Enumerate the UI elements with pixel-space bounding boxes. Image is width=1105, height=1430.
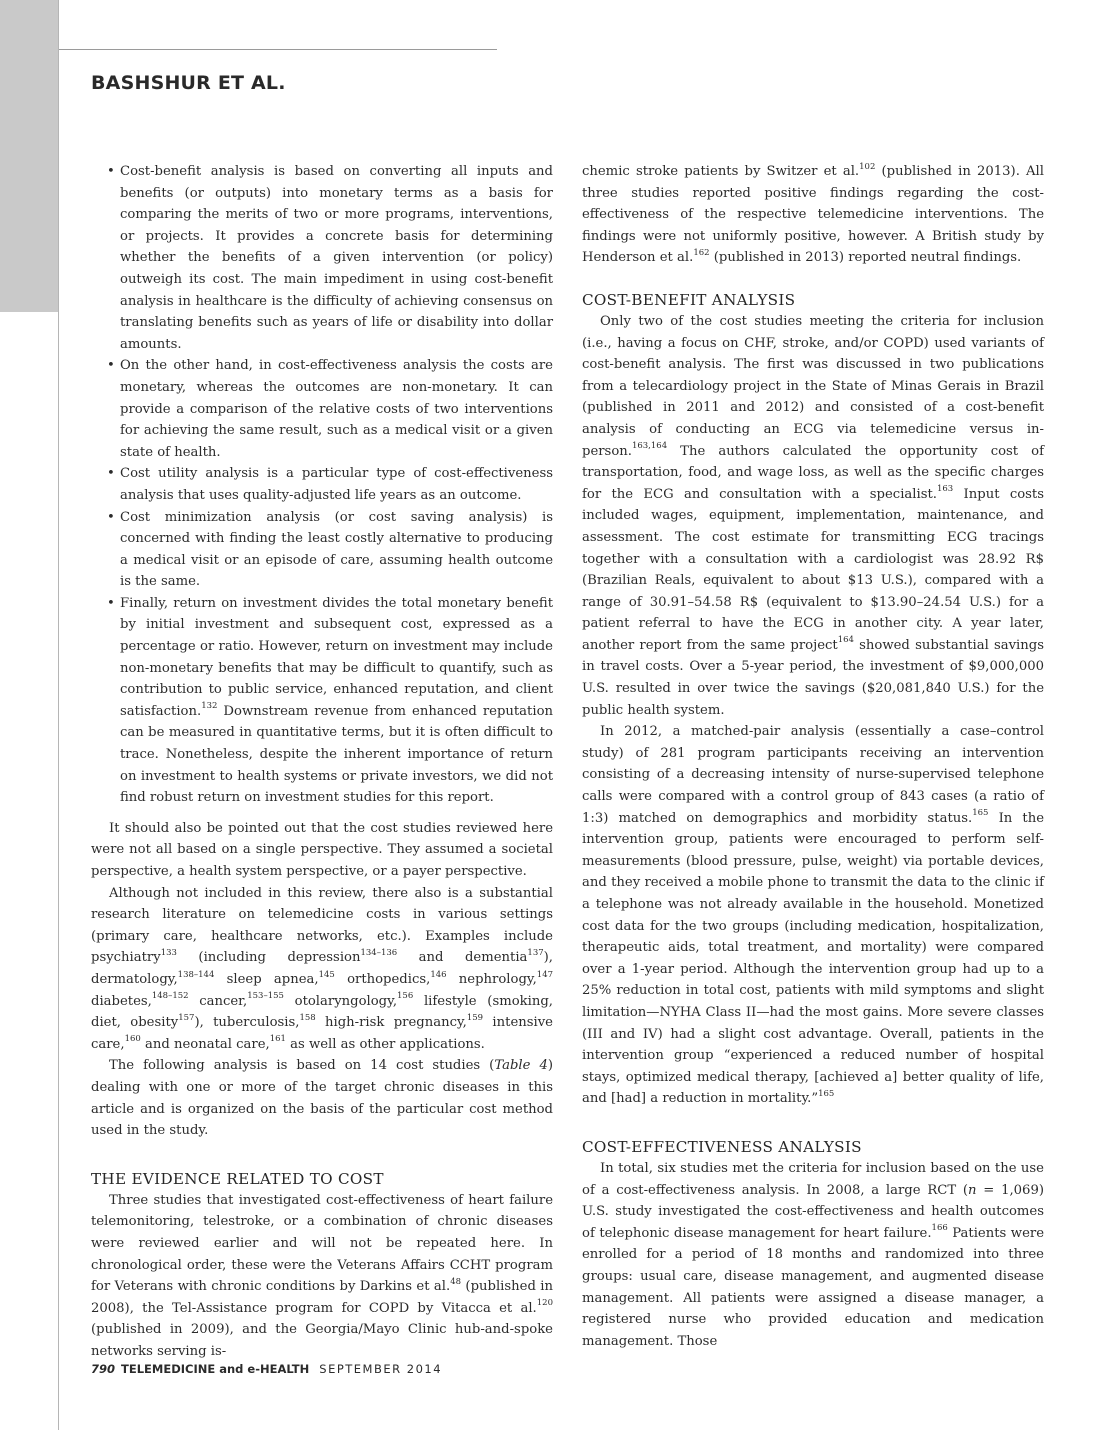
citation: 137 <box>527 947 544 958</box>
citation: 147 <box>536 969 554 980</box>
body-paragraph: Although not included in this review, there also is a substantial research literature on telemedicine costs in various settings (primary care, healthcare networks, etc.). Examples include psychiatry$^{133}$ (including depression$^{134-136}$ and dementia$^{137}$), dermatology,$^{138-144}$ sleep apnea,$^{145}$ orthopedics,$^{146}$ nephrology,$^{147}$ diabetes,$^{148-152}$ cancer,$^{153-155}$ otolaryngology,$^{156}$ lifestyle (smoking, diet, obesity$^{157}$), tuberculosis,$^{158}$ high-risk pregnancy,$^{159}$ intensive care,$^{160}$ and neonatal care,$^{161}$ as well as other applications. <box>91 885 554 1052</box>
journal-name: TELEMEDICINE and e-HEALTH <box>121 1362 310 1376</box>
running-head: BASHSHUR ET AL. <box>91 72 286 94</box>
citation: 162 <box>693 247 710 258</box>
list-item: • On the other hand, in cost-effectiveness analysis the costs are monetary, whereas the outcomes are non-monetary. It can provide a comparison of the relative costs of two interventions for achieving the same result, such as a medical visit or a given state of health. <box>91 355 553 463</box>
list-item: • Finally, return on investment divides the total monetary benefit by initial investment and subsequent cost, expressed as a percentage or ratio. However, return on investment may include non-monetary benefits that may be difficult to quantify, such as contribution to public service, enhanced reputation, and client satisfaction.$^{132}$ Downstream revenue from enhanced reputation can be measured in quantitative terms, but it is often difficult to trace. Nonetheless, despite the inherent importance of return on investment to health systems or private investors, we did not find robust return on investment studies for this report. <box>91 593 553 809</box>
citation: 161 <box>269 1034 286 1045</box>
body-paragraph: The following analysis is based on 14 cost studies (Table 4) dealing with one or more of the target chronic diseases in this article and is organized on the basis of the particular cost method used in the study. <box>91 1058 553 1139</box>
citation: 145 <box>318 969 335 980</box>
citation: 133 <box>160 947 177 958</box>
citation: 157 <box>178 1012 195 1023</box>
citation: 132 <box>201 701 218 712</box>
body-paragraph: chemic stroke patients by Switzer et al.$^{102}$ (published in 2013). All three studies reported positive findings regarding the cost-effectiveness of the respective telemedicine interventions. The findings were not uniformly positive, however. A British study by Henderson et al.$^{162}$ (published in 2013) reported neutral findings. <box>582 161 1044 266</box>
citation: 48 <box>450 1276 462 1287</box>
body-paragraph: In 2012, a matched-pair analysis (essentially a case–control study) of 281 program participants receiving an intervention consisting of a decreasing intensity of nurse-supervised telephone calls were compared with a control group of 843 cases (a ratio of 1:3) matched on demographics and morbidity status.$^{165}$ In the intervention group, patients were encouraged to perform self-measurements (blood pressure, pulse, weight) via portable devices, and they received a mobile phone to transmit the data to the clinic if a telephone was not already available in the household. Monetized cost data for the two groups (including medication, hospitalization, therapeutic aids, total treatment, and mortality) were compared over a 1-year period. Although the intervention group had up to a 25% reduction in total cost, patients with mild symptoms and slight limitation—NYHA Class II—had the most gains. More severe classes (III and IV) had a slight cost advantage. Overall, patients in the intervention group “experienced a reduced number of hospital stays, optimized medical therapy, [achieved a] better quality of life, and [had] a reduction in mortality.”$^{165}$ <box>582 724 1044 1107</box>
page-footer <box>91 1362 442 1376</box>
list-item: • Cost-benefit analysis is based on converting all inputs and benefits (or outputs) into monetary terms as a basis for comparing the merits of two or more programs, interventions, or projects. It provides a concrete basis for determining whether the benefits of a given intervention (or policy) outweigh its cost. The main impediment in using cost-benefit analysis in healthcare is the difficulty of achieving consensus on translating benefits such as years of life or disability into dollar amounts. <box>91 161 553 355</box>
list-item: • Cost minimization analysis (or cost saving analysis) is concerned with finding the least costly alternative to producing a medical visit or an episode of care, assuming health outcome is the same. <box>91 507 553 593</box>
page-number: 790 <box>91 1362 116 1376</box>
header-rule <box>59 49 497 50</box>
issue-date: SEPTEMBER 2014 <box>319 1362 443 1376</box>
cost-method-list <box>91 161 553 809</box>
citation: 120 <box>536 1298 553 1309</box>
margin-rule <box>58 0 59 1430</box>
citation: 163,164 <box>631 441 668 452</box>
citation: 156 <box>397 991 414 1002</box>
citation: 158 <box>299 1012 316 1023</box>
citation: 166 <box>931 1223 948 1234</box>
citation: 164 <box>837 635 854 646</box>
section-heading: COST-BENEFIT ANALYSIS <box>582 290 796 309</box>
table-reference: Table 4 <box>494 1058 548 1074</box>
citation: 102 <box>859 161 876 172</box>
citation: 153–155 <box>247 991 284 1002</box>
body-paragraph: In total, six studies met the criteria for inclusion based on the use of a cost-effectiveness analysis. In 2008, a large RCT (n = 1,069) U.S. study investigated the cost-effectiveness and health outcomes of telephonic disease management for heart failure.$^{166}$ Patients were enrolled for a period of 18 months and randomized into three groups: usual care, disease management, and augmented disease management. All patients were assigned a disease manager, a registered nurse who provided education and medication management. Those <box>582 1160 1044 1349</box>
italic-n: n <box>968 1182 977 1198</box>
list-item: • Cost utility analysis is a particular type of cost-effectiveness analysis that uses quality-adjusted life years as an outcome. <box>91 463 553 506</box>
citation: 138–144 <box>177 969 215 980</box>
citation: 163 <box>936 484 954 495</box>
citation: 160 <box>124 1034 141 1045</box>
body-paragraph: Only two of the cost studies meeting the criteria for inclusion (i.e., having a focus on CHF, stroke, and/or COPD) used variants of cost-benefit analysis. The first was discussed in two publications from a telecardiology project in the State of Minas Gerais in Brazil (published in 2011 and 2012) and consisted of a cost-benefit analysis of conducting an ECG via telemedicine versus in-person.$^{163,164}$ The authors calculated the opportunity cost of transportation, food, and wage loss, as well as the specific charges for the ECG and consultation with a specialist.$^{163}$ Input costs included wages, equipment, implementation, maintenance, and assessment. The cost estimate for transmitting ECG tracings together with a consultation with a cardiologist was 28.92 R$ (Brazilian Reals, equivalent to about $13 U.S.), compared with a range of 30.91–54.58 R$ (equivalent to $13.90–24.54 U.S.) for a patient referral to have the ECG in another city. A year later, another report from the same project$^{164}$ showed substantial savings in travel costs. Over a 5-year period, the investment of $9,000,000 U.S. resulted in over twice the savings ($20,081,840 U.S.) for the public health system. <box>582 313 1045 718</box>
body-paragraph: Three studies that investigated cost-effectiveness of heart failure telemonitoring, telestroke, or a combination of chronic diseases were reviewed earlier and will not be repeated here. In chronological order, these were the Veterans Affairs CCHT program for Veterans with chronic conditions by Darkins et al.$^{48}$ (published in 2008), the Tel-Assistance program for COPD by Vitacca et al.$^{120}$ (published in 2009), and the Georgia/Mayo Clinic hub-and-spoke networks serving is- <box>91 1192 553 1359</box>
margin-tab <box>0 0 58 312</box>
right-column <box>582 161 1044 1352</box>
citation: 148–152 <box>151 991 189 1002</box>
section-heading: THE EVIDENCE RELATED TO COST <box>91 1169 384 1188</box>
left-column <box>91 161 553 1362</box>
citation: 159 <box>466 1012 484 1023</box>
citation: 165 <box>972 808 989 819</box>
citation: 134–136 <box>360 947 398 958</box>
body-paragraph: It should also be pointed out that the cost studies reviewed here were not all based on a single perspective. They assumed a societal perspective, a health system perspective, or a payer perspective. <box>91 820 553 879</box>
citation: 146 <box>430 969 447 980</box>
citation: 165 <box>818 1088 835 1099</box>
section-heading: COST-EFFECTIVENESS ANALYSIS <box>582 1137 862 1156</box>
